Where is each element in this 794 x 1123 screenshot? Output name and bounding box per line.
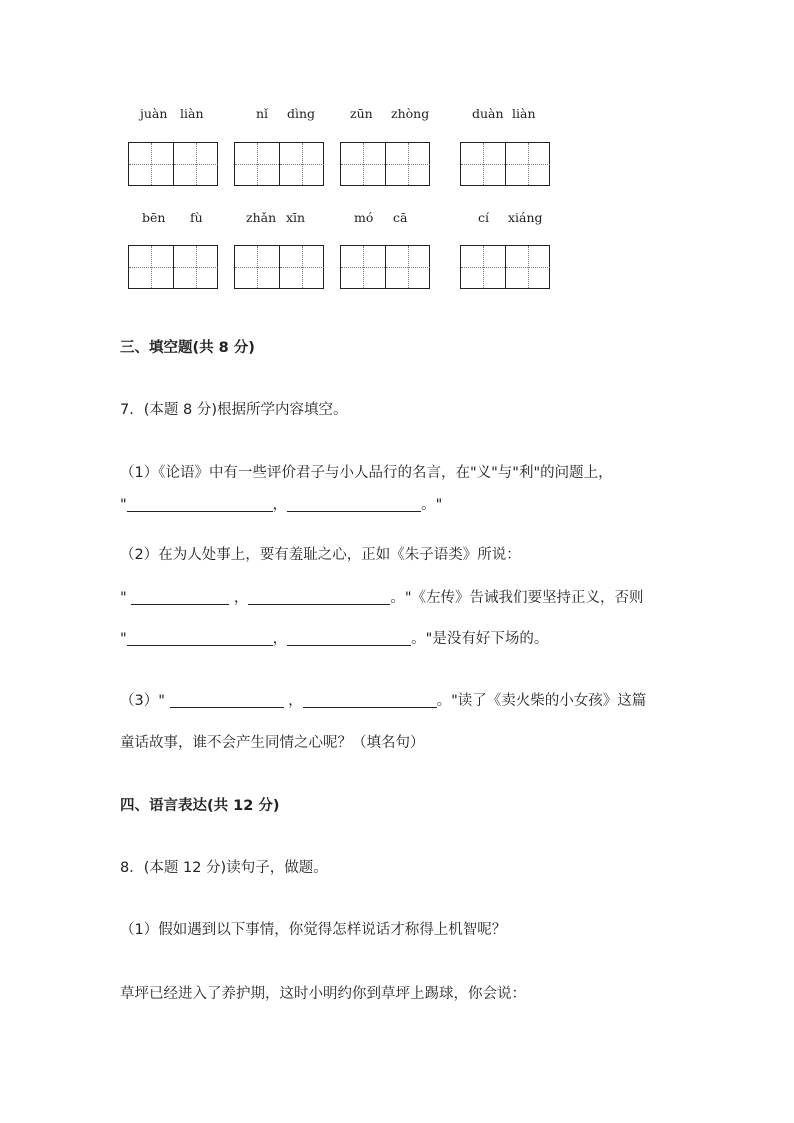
question-text: （1）假如遇到以下事情，你觉得怎样说话才称得上机智呢？ xyxy=(120,922,507,938)
question-text: 童话故事，谁不会产生同情之心呢？（填名句） xyxy=(120,735,425,751)
question-text: 草坪已经进入了养护期，这时小明约你到草坪上踢球，你会说： xyxy=(120,986,526,1002)
answer-blank[interactable] xyxy=(131,588,229,605)
tianzi-grid[interactable] xyxy=(128,245,218,289)
pinyin: xīn xyxy=(286,210,306,225)
tianzi-grid[interactable] xyxy=(234,245,324,289)
tianzi-grid[interactable] xyxy=(128,142,218,186)
pinyin: liàn xyxy=(180,106,204,121)
question-text: （2）在为人处事上，要有羞耻之心，正如《朱子语类》所说： xyxy=(120,547,521,563)
pinyin: duàn xyxy=(472,106,504,121)
tianzi-grid[interactable] xyxy=(460,142,550,186)
tianzi-grid[interactable] xyxy=(340,245,430,289)
answer-line: " ， 。"《左传》告诫我们要坚持正义，否则 xyxy=(120,590,644,606)
question-text: （1）《论语》中有一些评价君子与小人品行的名言，在"义"与"利"的问题上， xyxy=(120,465,613,481)
answer-blank[interactable] xyxy=(127,629,273,646)
answer-blank[interactable] xyxy=(303,691,437,708)
pinyin: zhòng xyxy=(391,106,430,121)
answer-line: " ， 。" xyxy=(120,497,443,513)
answer-line: （3）" ， 。"读了《卖火柴的小女孩》这篇 xyxy=(120,693,647,709)
tianzi-grid[interactable] xyxy=(340,142,430,186)
pinyin: liàn xyxy=(512,106,536,121)
answer-blank[interactable] xyxy=(127,495,273,512)
answer-blank[interactable] xyxy=(287,629,411,646)
answer-blank[interactable] xyxy=(170,691,284,708)
tianzi-grid[interactable] xyxy=(234,142,324,186)
answer-line: " ， 。"是没有好下场的。 xyxy=(120,631,549,647)
pinyin: cí xyxy=(478,210,489,225)
pinyin: mó xyxy=(354,210,374,225)
section-heading: 三、填空题(共 8 分) xyxy=(120,340,255,356)
pinyin: nǐ xyxy=(256,106,269,121)
answer-blank[interactable] xyxy=(248,588,390,605)
pinyin: fù xyxy=(190,210,203,225)
answer-blank[interactable] xyxy=(287,495,421,512)
pinyin: bēn xyxy=(142,210,166,225)
section-heading: 四、语言表达(共 12 分) xyxy=(120,798,280,814)
pinyin: zhǎn xyxy=(246,210,277,225)
question-title: 7．(本题 8 分)根据所学内容填空。 xyxy=(120,402,348,418)
pinyin: cā xyxy=(393,210,408,225)
question-title: 8．(本题 12 分)读句子，做题。 xyxy=(120,860,328,876)
pinyin: zūn xyxy=(350,106,373,121)
tianzi-grid[interactable] xyxy=(460,245,550,289)
pinyin: juàn xyxy=(140,106,168,121)
pinyin: dìng xyxy=(287,106,316,121)
pinyin: xiáng xyxy=(508,210,543,225)
